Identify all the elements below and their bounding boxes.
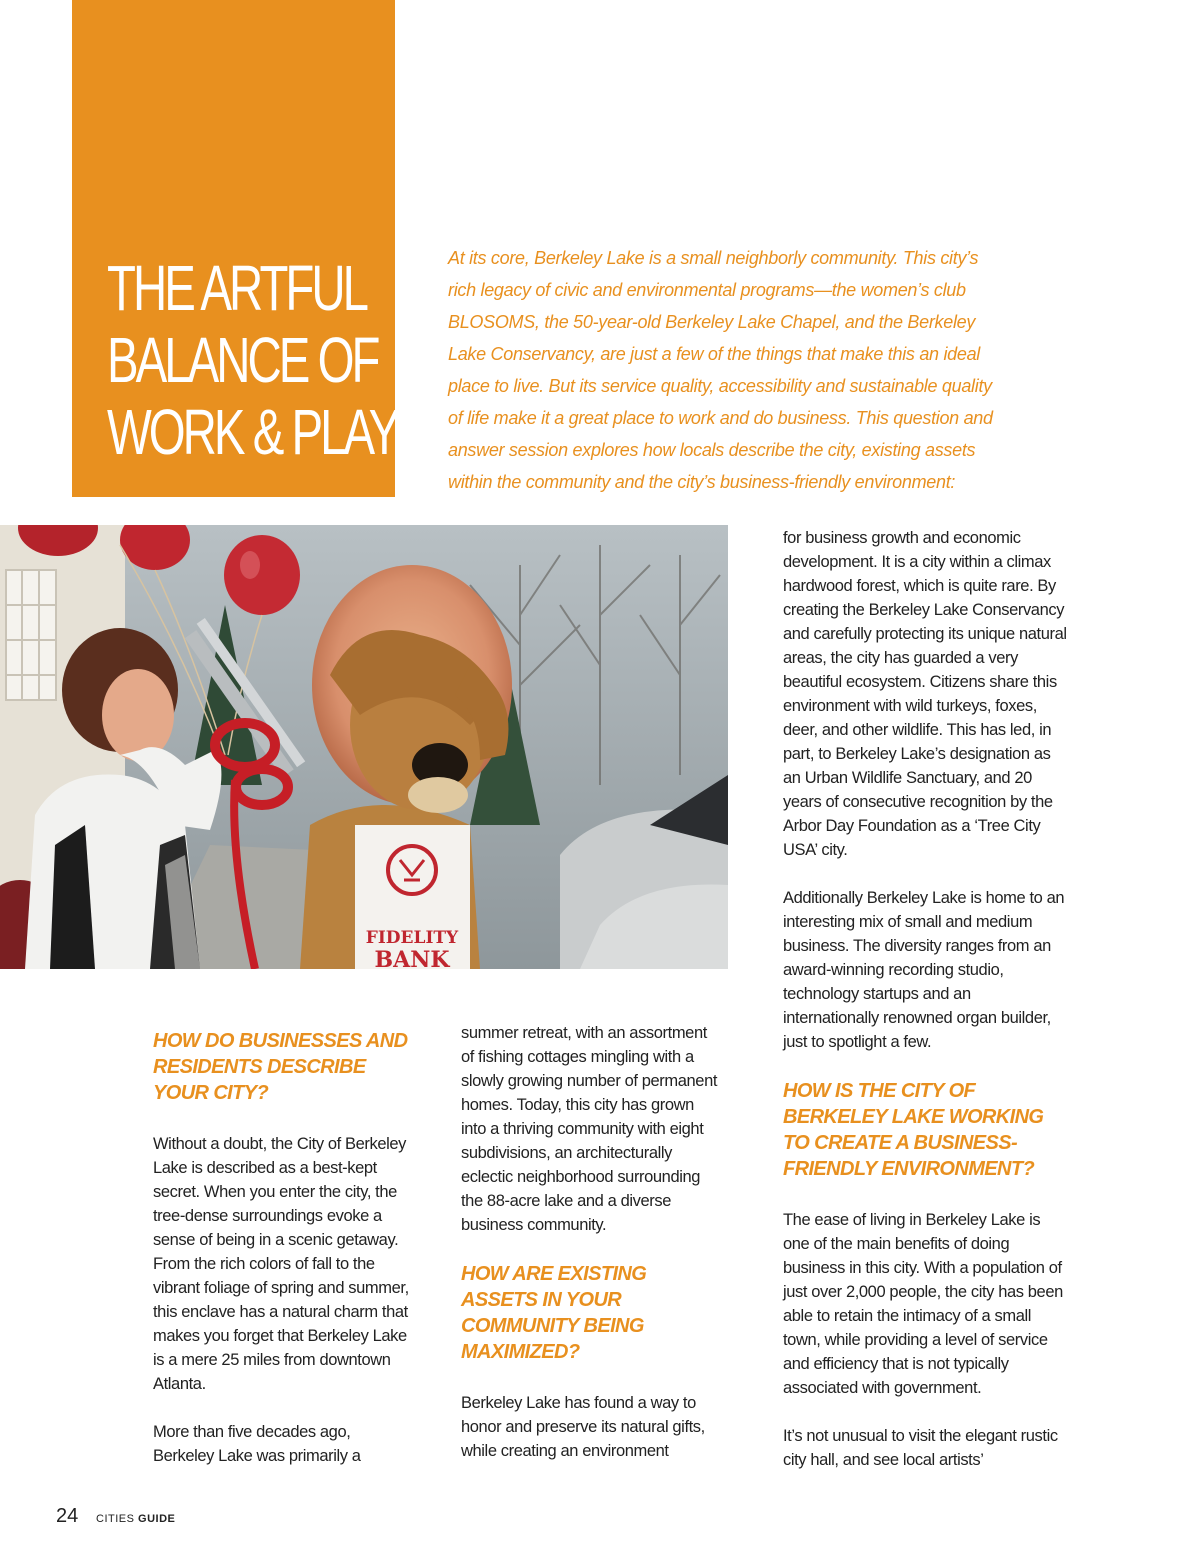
publication-prefix: CITIES (96, 1513, 135, 1525)
question-1-heading: HOW DO BUSINESSES AND RESIDENTS DESCRIBE YOUR CITY? (153, 1030, 408, 1104)
answer-3-paragraph-2: It’s not unusual to visit the elegant rustic city hall, and see local artists’ (783, 1427, 1058, 1469)
answer-3-paragraph-1: The ease of living in Berkeley Lake is one of the main benefits of doing business in this city. With a population of just over 2,000 people, the city has been able to retain the intimacy of a small town, while providing a level of service and efficiency that is not typically associated with government. (783, 1211, 1063, 1397)
answer-2-paragraph-1: Berkeley Lake has found a way to honor and preserve its natural gifts, while creating an environment (461, 1394, 705, 1460)
title-block (72, 0, 398, 497)
intro-paragraph: At its core, Berkeley Lake is a small neighborly community. This city’s rich legacy of civic and environmental programs—the women’s club BLOSOMS, the 50-year-old Berkeley Lake Chapel, and the Berkeley Lake Conservancy, are just a few of the things that make this an ideal place to live. But its service quality, accessibility and sustainable quality of life make it a great place to work and do business. This question and answer session explores how locals describe the city, existing assets within the community and the city’s business-friendly environment: (448, 248, 993, 492)
page-title (107, 252, 397, 468)
title-line-3: WORK & PLAY (107, 396, 398, 468)
shirt-text-1: FIDELITY (365, 928, 459, 948)
question-3-heading: HOW IS THE CITY OF BERKELEY LAKE WORKING TO CREATE A BUSINESS-FRIENDLY ENVIRONMENT? (783, 1080, 1044, 1180)
question-2-heading: HOW ARE EXISTING ASSETS IN YOUR COMMUNITY BEING MAXIMIZED? (461, 1263, 647, 1363)
ribbon-cutting-photo (0, 525, 728, 969)
answer-1-paragraph-2-continued: summer retreat, with an assortment of fishing cottages mingling with a slowly growing number of permanent homes. Today, this city has grown into a thriving community with eight subdivisions, an architecturally eclectic neighborhood surrounding the 88-acre lake and a diverse business community. (461, 1024, 718, 1234)
title-line-2: BALANCE OF (107, 324, 378, 396)
answer-2-paragraph-2: Additionally Berkeley Lake is home to an interesting mix of small and medium business. The diversity ranges from an award-winning recording studio, technology startups and an internationally renowned organ builder, just to spotlight a few. (783, 889, 1065, 1051)
page-number: 24 (56, 1505, 79, 1527)
answer-1-paragraph-2: More than five decades ago, Berkeley Lake was primarily a (153, 1423, 361, 1465)
answer-2-paragraph-1-continued: for business growth and economic development. It is a city within a climax hardwood forest, which is quite rare. By creating the Berkeley Lake Conservancy and carefully protecting its unique natural areas, the city has guarded a very beautiful ecosystem. Citizens share this environment with wild turkeys, foxes, deer, and other wildlife. This has led, in part, to Berkeley Lake’s designation as an Urban Wildlife Sanctuary, and 20 years of consecutive recognition by the Arbor Day Foundation as a ‘Tree City USA’ city. (783, 529, 1067, 859)
shirt-text-2: BANK (374, 947, 450, 969)
column-2 (461, 1021, 723, 1487)
column-1 (153, 1028, 411, 1492)
publication-bold: GUIDE (138, 1513, 176, 1525)
answer-1-paragraph-1: Without a doubt, the City of Berkeley Lake is described as a best-kept secret. When you enter the city, the tree-dense surroundings evoke a sense of being in a scenic getaway. From the rich colors of fall to the vibrant foliage of spring and summer, this enclave has a natural charm that makes you forget that Berkeley Lake is a mere 25 miles from downtown Atlanta. (153, 1135, 409, 1393)
publication-name (96, 1513, 175, 1525)
column-3 (783, 526, 1068, 1496)
title-line-1: THE ARTFUL (107, 252, 366, 324)
